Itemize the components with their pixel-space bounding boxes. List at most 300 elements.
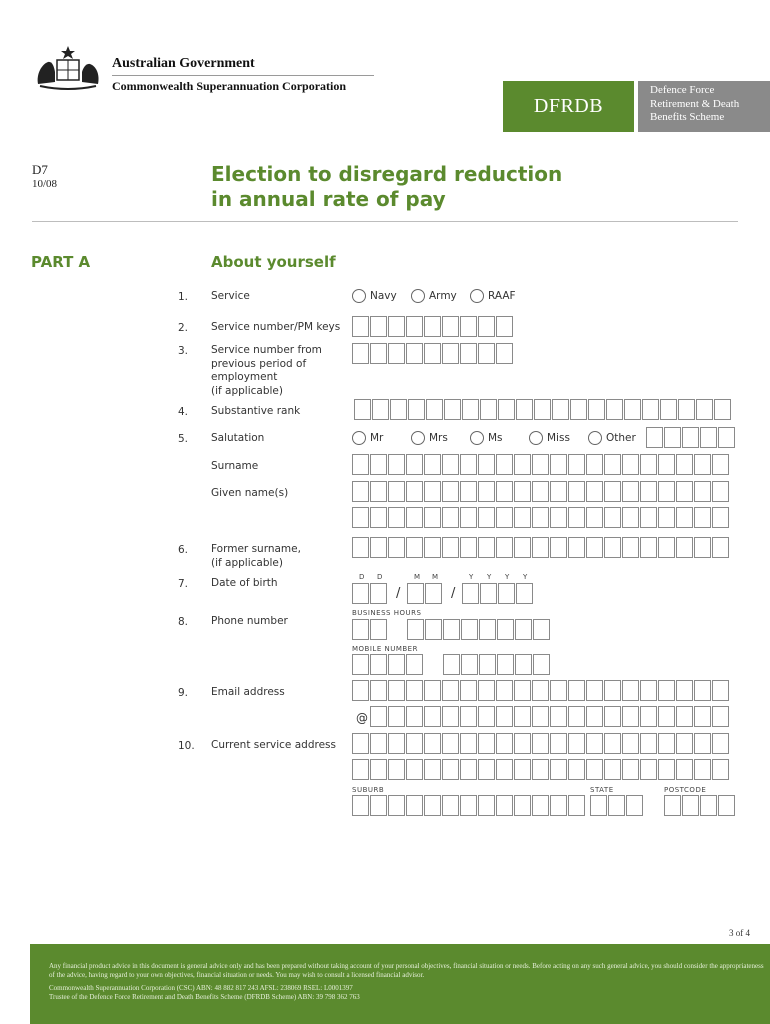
char-box[interactable] (496, 733, 513, 754)
char-box[interactable] (658, 454, 675, 475)
char-box[interactable] (608, 795, 625, 816)
char-box[interactable] (497, 654, 514, 675)
char-box[interactable] (516, 399, 533, 420)
char-box[interactable] (406, 343, 423, 364)
char-box[interactable] (682, 795, 699, 816)
char-box[interactable] (496, 454, 513, 475)
char-box[interactable] (676, 481, 693, 502)
char-box[interactable] (514, 680, 531, 701)
q7-label: Date of birth (211, 577, 278, 589)
char-box[interactable] (664, 427, 681, 448)
char-box[interactable] (442, 507, 459, 528)
char-box[interactable] (568, 680, 585, 701)
char-box[interactable] (442, 759, 459, 780)
char-box[interactable] (550, 795, 567, 816)
radio-circle[interactable] (411, 431, 425, 445)
char-box[interactable] (406, 454, 423, 475)
char-box[interactable] (442, 316, 459, 337)
char-box[interactable] (478, 759, 495, 780)
char-box[interactable] (718, 427, 735, 448)
char-box[interactable] (370, 795, 387, 816)
char-box[interactable] (514, 795, 531, 816)
char-box[interactable] (568, 759, 585, 780)
char-box[interactable] (586, 759, 603, 780)
char-box[interactable] (604, 680, 621, 701)
suburb-input[interactable] (352, 795, 586, 816)
char-box[interactable] (568, 733, 585, 754)
rank-input[interactable] (354, 399, 732, 420)
surname-input[interactable] (352, 454, 730, 475)
char-box[interactable] (442, 795, 459, 816)
char-box[interactable] (604, 454, 621, 475)
char-box[interactable] (370, 619, 387, 640)
service-number-input[interactable] (352, 316, 514, 337)
char-box[interactable] (372, 399, 389, 420)
radio-circle[interactable] (352, 289, 366, 303)
char-box[interactable] (676, 759, 693, 780)
char-box[interactable] (424, 680, 441, 701)
char-box[interactable] (462, 399, 479, 420)
char-box[interactable] (496, 507, 513, 528)
char-box[interactable] (568, 507, 585, 528)
char-box[interactable] (532, 454, 549, 475)
char-box[interactable] (406, 654, 423, 675)
char-box[interactable] (479, 654, 496, 675)
char-box[interactable] (646, 427, 663, 448)
former-surname-input[interactable] (352, 537, 730, 558)
char-box[interactable] (408, 399, 425, 420)
char-box[interactable] (516, 583, 533, 604)
char-box[interactable] (712, 454, 729, 475)
char-box[interactable] (532, 759, 549, 780)
char-box[interactable] (370, 583, 387, 604)
previous-service-number-input[interactable] (352, 343, 514, 364)
char-box[interactable] (550, 537, 567, 558)
char-box[interactable] (352, 481, 369, 502)
char-box[interactable] (532, 733, 549, 754)
char-box[interactable] (354, 399, 371, 420)
char-box[interactable] (426, 399, 443, 420)
char-box[interactable] (678, 399, 695, 420)
char-box[interactable] (480, 399, 497, 420)
char-box[interactable] (424, 316, 441, 337)
char-box[interactable] (388, 343, 405, 364)
char-box[interactable] (712, 706, 729, 727)
radio-other[interactable] (588, 431, 636, 445)
char-box[interactable] (515, 619, 532, 640)
char-box[interactable] (568, 481, 585, 502)
char-box[interactable] (622, 733, 639, 754)
char-box[interactable] (514, 537, 531, 558)
char-box[interactable] (478, 481, 495, 502)
char-box[interactable] (568, 537, 585, 558)
char-box[interactable] (714, 399, 731, 420)
char-box[interactable] (388, 680, 405, 701)
char-box[interactable] (478, 795, 495, 816)
char-box[interactable] (658, 733, 675, 754)
char-box[interactable] (496, 537, 513, 558)
char-box[interactable] (700, 795, 717, 816)
radio-circle[interactable] (470, 289, 484, 303)
radio-mr[interactable] (352, 431, 383, 445)
char-box[interactable] (532, 680, 549, 701)
char-box[interactable] (352, 654, 369, 675)
char-box[interactable] (370, 680, 387, 701)
char-box[interactable] (478, 454, 495, 475)
char-box[interactable] (370, 759, 387, 780)
char-box[interactable] (532, 507, 549, 528)
char-box[interactable] (406, 316, 423, 337)
char-box[interactable] (570, 399, 587, 420)
char-box[interactable] (696, 399, 713, 420)
char-box[interactable] (478, 507, 495, 528)
address-line2-input[interactable] (352, 759, 730, 780)
char-box[interactable] (388, 481, 405, 502)
char-box[interactable] (496, 481, 513, 502)
char-box[interactable] (676, 706, 693, 727)
char-box[interactable] (480, 583, 497, 604)
char-box[interactable] (424, 733, 441, 754)
char-box[interactable] (370, 316, 387, 337)
char-box[interactable] (478, 733, 495, 754)
char-box[interactable] (388, 733, 405, 754)
char-box[interactable] (604, 507, 621, 528)
char-box[interactable] (700, 427, 717, 448)
char-box[interactable] (443, 619, 460, 640)
char-box[interactable] (460, 481, 477, 502)
char-box[interactable] (552, 399, 569, 420)
char-box[interactable] (622, 706, 639, 727)
char-box[interactable] (406, 733, 423, 754)
char-box[interactable] (388, 454, 405, 475)
char-box[interactable] (352, 454, 369, 475)
char-box[interactable] (640, 481, 657, 502)
char-box[interactable] (676, 680, 693, 701)
char-box[interactable] (694, 507, 711, 528)
char-box[interactable] (532, 537, 549, 558)
char-box[interactable] (460, 316, 477, 337)
char-box[interactable] (406, 680, 423, 701)
char-box[interactable] (676, 507, 693, 528)
char-box[interactable] (424, 795, 441, 816)
char-box[interactable] (370, 343, 387, 364)
char-box[interactable] (460, 759, 477, 780)
char-box[interactable] (586, 507, 603, 528)
char-box[interactable] (460, 507, 477, 528)
char-box[interactable] (424, 706, 441, 727)
char-box[interactable] (532, 481, 549, 502)
char-box[interactable] (550, 454, 567, 475)
char-box[interactable] (496, 759, 513, 780)
char-box[interactable] (658, 481, 675, 502)
char-box[interactable] (550, 680, 567, 701)
char-box[interactable] (640, 759, 657, 780)
char-box[interactable] (370, 507, 387, 528)
char-box[interactable] (478, 537, 495, 558)
char-box[interactable] (462, 583, 479, 604)
char-box[interactable] (568, 706, 585, 727)
char-box[interactable] (676, 454, 693, 475)
char-box[interactable] (460, 343, 477, 364)
char-box[interactable] (352, 583, 369, 604)
char-box[interactable] (664, 795, 681, 816)
radio-circle[interactable] (352, 431, 366, 445)
char-box[interactable] (424, 481, 441, 502)
char-box[interactable] (496, 343, 513, 364)
char-box[interactable] (352, 507, 369, 528)
char-box[interactable] (352, 316, 369, 337)
char-box[interactable] (550, 481, 567, 502)
char-box[interactable] (658, 537, 675, 558)
char-box[interactable] (712, 507, 729, 528)
postcode-input[interactable] (664, 795, 736, 816)
char-box[interactable] (388, 316, 405, 337)
radio-circle[interactable] (411, 289, 425, 303)
char-box[interactable] (370, 733, 387, 754)
char-box[interactable] (550, 507, 567, 528)
radio-miss[interactable] (529, 431, 570, 445)
email-domain-input[interactable] (370, 706, 730, 727)
radio-circle[interactable] (529, 431, 543, 445)
char-box[interactable] (626, 795, 643, 816)
char-box[interactable] (352, 619, 369, 640)
char-box[interactable] (694, 454, 711, 475)
char-box[interactable] (658, 759, 675, 780)
char-box[interactable] (514, 481, 531, 502)
char-box[interactable] (568, 795, 585, 816)
char-box[interactable] (388, 537, 405, 558)
char-box[interactable] (640, 733, 657, 754)
char-box[interactable] (478, 680, 495, 701)
char-box[interactable] (712, 759, 729, 780)
char-box[interactable] (658, 706, 675, 727)
char-box[interactable] (622, 537, 639, 558)
char-box[interactable] (498, 399, 515, 420)
char-box[interactable] (532, 795, 549, 816)
char-box[interactable] (388, 706, 405, 727)
char-box[interactable] (514, 454, 531, 475)
char-box[interactable] (478, 316, 495, 337)
char-box[interactable] (461, 654, 478, 675)
char-box[interactable] (424, 507, 441, 528)
char-box[interactable] (460, 454, 477, 475)
char-box[interactable] (590, 795, 607, 816)
char-box[interactable] (642, 399, 659, 420)
char-box[interactable] (460, 537, 477, 558)
char-box[interactable] (676, 537, 693, 558)
given-names-input-2[interactable] (352, 507, 730, 528)
email-input[interactable] (352, 680, 730, 701)
char-box[interactable] (352, 680, 369, 701)
char-box[interactable] (694, 706, 711, 727)
char-box[interactable] (442, 706, 459, 727)
char-box[interactable] (550, 759, 567, 780)
char-box[interactable] (460, 706, 477, 727)
char-box[interactable] (388, 759, 405, 780)
char-box[interactable] (478, 343, 495, 364)
radio-circle[interactable] (588, 431, 602, 445)
char-box[interactable] (444, 399, 461, 420)
business-area-code-input[interactable] (352, 619, 388, 640)
dob-hint: M (432, 573, 439, 581)
char-box[interactable] (390, 399, 407, 420)
char-box[interactable] (712, 537, 729, 558)
char-box[interactable] (496, 706, 513, 727)
char-box[interactable] (658, 507, 675, 528)
char-box[interactable] (406, 759, 423, 780)
char-box[interactable] (514, 733, 531, 754)
char-box[interactable] (640, 454, 657, 475)
other-salutation-input[interactable] (646, 427, 736, 448)
char-box[interactable] (460, 733, 477, 754)
state-input[interactable] (590, 795, 644, 816)
char-box[interactable] (514, 706, 531, 727)
radio-ms[interactable] (470, 431, 503, 445)
char-box[interactable] (460, 795, 477, 816)
char-box[interactable] (658, 680, 675, 701)
char-box[interactable] (442, 733, 459, 754)
char-box[interactable] (461, 619, 478, 640)
char-box[interactable] (604, 481, 621, 502)
business-phone-input[interactable] (407, 619, 551, 640)
mobile-prefix-input[interactable] (352, 654, 424, 675)
char-box[interactable] (586, 454, 603, 475)
char-box[interactable] (425, 619, 442, 640)
char-box[interactable] (622, 759, 639, 780)
char-box[interactable] (694, 537, 711, 558)
char-box[interactable] (496, 680, 513, 701)
char-box[interactable] (550, 706, 567, 727)
char-box[interactable] (442, 680, 459, 701)
char-box[interactable] (682, 427, 699, 448)
char-box[interactable] (586, 481, 603, 502)
char-box[interactable] (460, 680, 477, 701)
char-box[interactable] (352, 759, 369, 780)
mobile-number-input[interactable] (443, 654, 551, 675)
char-box[interactable] (712, 481, 729, 502)
char-box[interactable] (442, 454, 459, 475)
char-box[interactable] (352, 343, 369, 364)
char-box[interactable] (370, 706, 387, 727)
char-box[interactable] (533, 654, 550, 675)
radio-army[interactable] (411, 289, 457, 303)
char-box[interactable] (496, 795, 513, 816)
char-box[interactable] (424, 343, 441, 364)
char-box[interactable] (550, 733, 567, 754)
char-box[interactable] (718, 795, 735, 816)
char-box[interactable] (388, 507, 405, 528)
char-box[interactable] (370, 537, 387, 558)
address-line1-input[interactable] (352, 733, 730, 754)
char-box[interactable] (370, 481, 387, 502)
char-box[interactable] (694, 759, 711, 780)
email-at-sign: @ (356, 711, 368, 725)
char-box[interactable] (660, 399, 677, 420)
char-box[interactable] (424, 454, 441, 475)
char-box[interactable] (406, 481, 423, 502)
char-box[interactable] (478, 706, 495, 727)
char-box[interactable] (388, 795, 405, 816)
char-box[interactable] (406, 706, 423, 727)
radio-mrs[interactable] (411, 431, 448, 445)
char-box[interactable] (604, 733, 621, 754)
char-box[interactable] (586, 706, 603, 727)
char-box[interactable] (604, 537, 621, 558)
char-box[interactable] (479, 619, 496, 640)
char-box[interactable] (406, 507, 423, 528)
radio-raaf[interactable] (470, 289, 516, 303)
char-box[interactable] (515, 654, 532, 675)
char-box[interactable] (586, 733, 603, 754)
char-box[interactable] (370, 454, 387, 475)
char-box[interactable] (694, 733, 711, 754)
char-box[interactable] (406, 795, 423, 816)
char-box[interactable] (425, 583, 442, 604)
char-box[interactable] (352, 795, 369, 816)
char-box[interactable] (606, 399, 623, 420)
char-box[interactable] (622, 507, 639, 528)
radio-circle[interactable] (470, 431, 484, 445)
char-box[interactable] (496, 316, 513, 337)
char-box[interactable] (622, 680, 639, 701)
char-box[interactable] (604, 759, 621, 780)
char-box[interactable] (532, 706, 549, 727)
char-box[interactable] (497, 619, 514, 640)
char-box[interactable] (442, 537, 459, 558)
char-box[interactable] (640, 680, 657, 701)
char-box[interactable] (712, 733, 729, 754)
char-box[interactable] (514, 507, 531, 528)
char-box[interactable] (514, 759, 531, 780)
char-box[interactable] (424, 759, 441, 780)
char-box[interactable] (622, 481, 639, 502)
char-box[interactable] (640, 507, 657, 528)
char-box[interactable] (534, 399, 551, 420)
given-names-input[interactable] (352, 481, 730, 502)
char-box[interactable] (624, 399, 641, 420)
char-box[interactable] (533, 619, 550, 640)
dob-month-input[interactable] (407, 583, 443, 604)
char-box[interactable] (640, 537, 657, 558)
char-box[interactable] (407, 583, 424, 604)
char-box[interactable] (352, 537, 369, 558)
char-box[interactable] (622, 454, 639, 475)
char-box[interactable] (406, 537, 423, 558)
char-box[interactable] (407, 619, 424, 640)
char-box[interactable] (640, 706, 657, 727)
char-box[interactable] (694, 680, 711, 701)
char-box[interactable] (568, 454, 585, 475)
char-box[interactable] (443, 654, 460, 675)
radio-navy[interactable] (352, 289, 397, 303)
char-box[interactable] (352, 733, 369, 754)
char-box[interactable] (498, 583, 515, 604)
char-box[interactable] (424, 537, 441, 558)
char-box[interactable] (370, 654, 387, 675)
char-box[interactable] (442, 343, 459, 364)
char-box[interactable] (586, 680, 603, 701)
char-box[interactable] (442, 481, 459, 502)
char-box[interactable] (388, 654, 405, 675)
char-box[interactable] (676, 733, 693, 754)
char-box[interactable] (694, 481, 711, 502)
char-box[interactable] (586, 537, 603, 558)
char-box[interactable] (712, 680, 729, 701)
char-box[interactable] (604, 706, 621, 727)
dob-year-input[interactable] (462, 583, 534, 604)
dob-day-input[interactable] (352, 583, 388, 604)
char-box[interactable] (588, 399, 605, 420)
